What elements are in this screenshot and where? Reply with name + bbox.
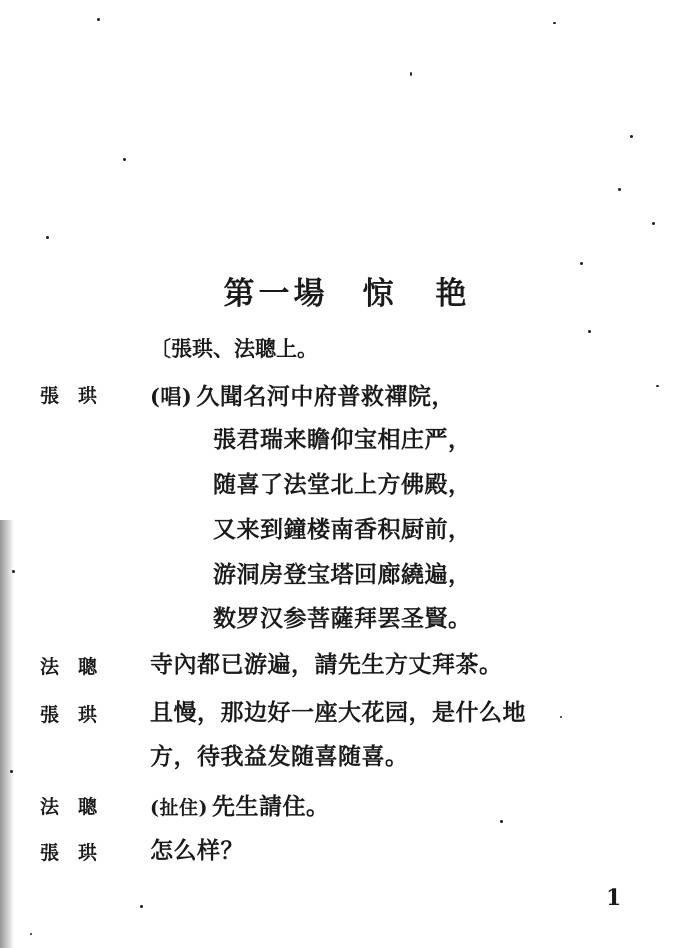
- scan-speck: [410, 72, 412, 76]
- scan-speck: [588, 330, 591, 333]
- dialogue-line: 且慢，那边好一座大花园，是什么地: [150, 699, 526, 726]
- verse-line: 随喜了法堂北上方佛殿，: [213, 471, 472, 498]
- stage-direction: 〔張珙、法聰上。: [150, 336, 318, 361]
- dialogue-line: [150, 788, 329, 821]
- dialogue-line: 方，待我益发随喜随喜。: [150, 743, 409, 770]
- scan-speck: [30, 933, 32, 935]
- speaker-label: 張 珙: [40, 704, 98, 726]
- scene-title: [0, 268, 690, 313]
- dialogue-text: 久聞名河中府普救禪院，: [196, 383, 455, 410]
- scene-name: 惊艳: [362, 276, 509, 312]
- scan-speck: [580, 262, 583, 265]
- dialogue-line: 怎么样？: [150, 837, 244, 864]
- dialogue-line: 寺內都已游遍，請先生方丈拜茶。: [150, 651, 503, 678]
- speaker-label: 法 聰: [40, 656, 98, 678]
- scan-speck: [630, 135, 633, 138]
- scan-speck: [10, 770, 13, 773]
- scene-number: 第一場: [223, 276, 329, 312]
- stage-cue: (扯住): [150, 797, 208, 819]
- scan-speck: [500, 820, 503, 823]
- verse-line: 張君瑞来瞻仰宝相庄严，: [213, 426, 472, 453]
- stage-cue: (唱): [150, 384, 193, 409]
- dialogue-line: [150, 378, 455, 411]
- scan-speck: [140, 905, 143, 908]
- scan-speck: [656, 385, 659, 387]
- page-edge-shadow: [0, 520, 14, 948]
- speaker-label: 張 珙: [40, 385, 98, 407]
- verse-line: 游洞房登宝塔回廊繞遍，: [213, 561, 472, 588]
- scan-speck: [618, 188, 621, 191]
- scan-speck: [560, 716, 562, 718]
- page-number: 1: [606, 885, 622, 911]
- verse-line: 数罗汉参菩薩拜罢圣賢。: [213, 605, 472, 632]
- dialogue-text: 先生請住。: [211, 793, 330, 820]
- speaker-label: 張 珙: [40, 842, 98, 864]
- speaker-label: 法 聰: [40, 796, 98, 818]
- scan-speck: [12, 570, 15, 573]
- verse-line: 又来到鐘楼南香积厨前，: [213, 516, 472, 543]
- scan-speck: [652, 222, 655, 225]
- scan-speck: [46, 236, 49, 239]
- scan-speck: [123, 158, 126, 161]
- scan-speck: [553, 22, 556, 24]
- scan-speck: [97, 18, 100, 21]
